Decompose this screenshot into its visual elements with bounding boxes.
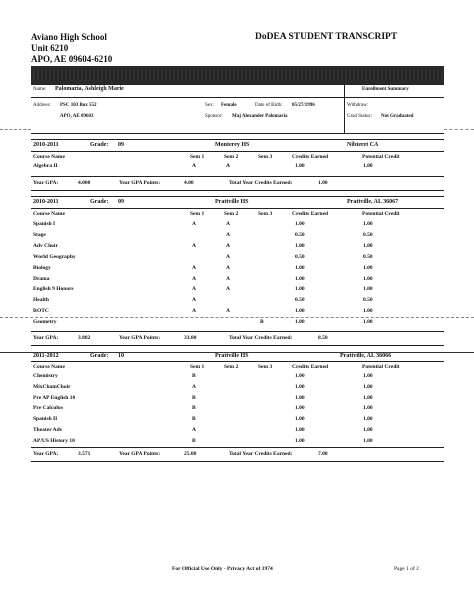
sem2-grade: A [226, 286, 230, 293]
potential-credit: 1.00 [363, 427, 373, 433]
section-year: 2010-2011 [33, 199, 59, 205]
sem1-grade: B [192, 437, 196, 444]
credits-earned: 1.00 [295, 242, 305, 249]
course-name: AP/US History 10 [33, 437, 75, 444]
sem2-grade: A [226, 253, 230, 260]
grad-status-value: Not Graduated [381, 114, 414, 119]
col-sem1: Sem 1 [190, 154, 205, 160]
year-gpa-points-value: 25.00 [184, 451, 197, 457]
student-name: Palomaria, Ashleigh Marie [55, 86, 124, 92]
dob-label: Date of Birth: [255, 103, 283, 108]
sex-value: Female [221, 103, 237, 108]
grad-status-label: Grad Status: [347, 114, 372, 119]
potential-credit: 1.00 [363, 308, 373, 315]
col-course-name: Course Name [33, 364, 65, 370]
credits-earned: 1.00 [295, 221, 305, 227]
course-name: Algebra II [33, 163, 58, 169]
col-credits-earned: Credits Earned [292, 364, 329, 370]
sem1-grade: A [192, 308, 196, 315]
year-gpa-points-label: Year GPA Points: [119, 335, 161, 341]
grade-value: 09 [118, 199, 124, 205]
year-gpa-value: 4.000 [78, 180, 91, 186]
section-year: 2011-2012 [33, 353, 59, 359]
course-name: Pre AP English 10 [33, 394, 76, 401]
sex-label: Sex: [205, 103, 214, 108]
divider [31, 133, 444, 134]
sem1-grade: A [192, 427, 196, 433]
year-gpa-value: 3.571 [78, 451, 91, 457]
course-name: Chemistry [33, 373, 58, 379]
sem1-grade: B [192, 405, 196, 412]
course-name: World Geography [33, 253, 76, 260]
year-gpa-points-label: Year GPA Points: [119, 451, 161, 457]
potential-credit: 1.00 [363, 383, 373, 390]
total-credits-value: 8.50 [318, 335, 328, 341]
credits-earned: 0.50 [295, 253, 305, 260]
sem1-grade: A [192, 297, 196, 304]
divider [31, 331, 444, 332]
sponsor-value: Maj Alexander Palomaria [232, 114, 288, 119]
course-name: Spanish I [33, 221, 56, 227]
course-name: Pre Calculus [33, 405, 63, 412]
sem1-grade: A [192, 286, 196, 293]
potential-credit: 1.00 [363, 394, 373, 401]
credits-earned: 1.00 [295, 383, 305, 390]
sem2-grade: A [226, 163, 230, 169]
course-name: English 9 Honors [33, 286, 74, 293]
col-potential-credit: Potential Credit [362, 211, 400, 217]
section-location: Prattville, AL 36067 [347, 199, 399, 205]
credits-earned: 1.00 [295, 373, 305, 379]
scan-artifact [0, 129, 31, 130]
document-title: DoDEA STUDENT TRANSCRIPT [255, 32, 398, 42]
course-name: MixChamChoir [33, 383, 71, 390]
col-potential-credit: Potential Credit [362, 364, 400, 370]
divider [31, 447, 444, 448]
school-name: Aviano High School [31, 32, 107, 42]
potential-credit: 1.00 [363, 221, 373, 227]
address-label: Address: [33, 103, 51, 108]
potential-credit: 1.00 [363, 264, 373, 271]
section-school: Prattville HS [215, 353, 249, 359]
withdraw-label: Withdraw: [347, 103, 369, 108]
sem2-grade: A [226, 275, 230, 282]
year-gpa-value: 3.882 [78, 335, 91, 341]
col-course-name: Course Name [33, 154, 65, 160]
section-school: Monterey HS [215, 142, 250, 148]
course-name: Spanish II [33, 416, 58, 423]
credits-earned: 1.00 [295, 416, 305, 423]
year-gpa-label: Year GPA: [33, 335, 59, 341]
year-gpa-points-value: 4.00 [184, 180, 194, 186]
total-credits-value: 7.00 [318, 451, 328, 457]
course-name: Adv Choir [33, 242, 58, 249]
address-line1: PSC 103 Box 552 [60, 103, 97, 108]
sem1-grade: B [192, 373, 196, 379]
sem1-grade: A [192, 221, 196, 227]
year-gpa-label: Year GPA: [33, 180, 59, 186]
divider [31, 196, 444, 197]
divider [31, 345, 444, 346]
col-sem2: Sem 2 [224, 211, 239, 217]
credits-earned: 1.00 [295, 319, 305, 326]
dob-value: 05/27/1996 [292, 103, 315, 108]
section-school: Prattville HS [215, 199, 249, 205]
grade-value: 09 [118, 142, 124, 148]
divider [31, 84, 444, 85]
potential-credit: 0.50 [363, 253, 373, 260]
credits-earned: 1.00 [295, 437, 305, 444]
year-gpa-points-value: 33.00 [184, 335, 197, 341]
course-name: Drama [33, 275, 50, 282]
credits-earned: 1.00 [295, 308, 305, 315]
total-credits-label: Total Year Credits Earned: [229, 451, 293, 457]
sem2-grade: A [226, 231, 230, 238]
sem2-grade: A [226, 308, 230, 315]
course-name: Geometry [33, 319, 57, 326]
sem1-grade: A [192, 264, 196, 271]
scan-artifact [0, 317, 474, 318]
potential-credit: 0.50 [363, 297, 373, 304]
col-sem3: Sem 3 [258, 154, 273, 160]
divider [344, 84, 345, 133]
section-location: Nibteret CA [347, 142, 379, 148]
col-sem2: Sem 2 [224, 364, 239, 370]
col-sem1: Sem 1 [190, 211, 205, 217]
divider [31, 190, 444, 191]
sem2-grade: A [226, 242, 230, 249]
credits-earned: 1.00 [295, 405, 305, 412]
sem1-grade: A [192, 242, 196, 249]
grade-label: Grade: [90, 142, 109, 148]
credits-earned: 1.00 [295, 286, 305, 293]
col-sem1: Sem 1 [190, 364, 205, 370]
divider [31, 361, 444, 362]
potential-credit: 1.00 [363, 286, 373, 293]
divider [31, 208, 444, 209]
potential-credit: 1.00 [363, 319, 373, 326]
credits-earned: 0.50 [295, 297, 305, 304]
course-name: Theater Adv [33, 427, 63, 433]
grade-label: Grade: [90, 199, 109, 205]
credits-earned: 1.00 [295, 427, 305, 433]
section-location: Prattville, AL 36066 [340, 353, 392, 359]
total-credits-label: Total Year Credits Earned: [229, 180, 293, 186]
redacted-bar [31, 66, 444, 84]
enrollment-summary-label: Enrollment Summary [362, 87, 409, 92]
col-sem3: Sem 3 [258, 364, 273, 370]
sem2-grade: A [226, 221, 230, 227]
col-sem3: Sem 3 [258, 211, 273, 217]
col-potential-credit: Potential Credit [362, 154, 400, 160]
potential-credit: 1.00 [363, 163, 373, 169]
credits-earned: 1.00 [295, 275, 305, 282]
sem1-grade: B [192, 394, 196, 401]
total-credits-label: Total Year Credits Earned: [229, 335, 293, 341]
divider [31, 461, 444, 462]
name-label: Name: [33, 87, 47, 92]
credits-earned: 0.50 [295, 231, 305, 238]
year-gpa-points-label: Year GPA Points: [119, 180, 161, 186]
sem1-grade: B [192, 416, 196, 423]
col-credits-earned: Credits Earned [292, 211, 329, 217]
scan-artifact [444, 129, 474, 130]
sem1-grade: A [192, 383, 196, 390]
credits-earned: 1.00 [295, 264, 305, 271]
course-name: Health [33, 297, 49, 304]
potential-credit: 1.00 [363, 242, 373, 249]
credits-earned: 1.00 [295, 163, 305, 169]
sem1-grade: A [192, 275, 196, 282]
potential-credit: 1.00 [363, 405, 373, 412]
course-name: Stage [33, 231, 46, 238]
credits-earned: 1.00 [295, 394, 305, 401]
grade-label: Grade: [90, 353, 109, 359]
potential-credit: 1.00 [363, 416, 373, 423]
potential-credit: 1.00 [363, 275, 373, 282]
privacy-notice: For Official Use Only - Privacy Act of 1974 [172, 566, 273, 572]
divider [31, 151, 444, 152]
course-name: ROTC [33, 308, 49, 315]
potential-credit: 0.50 [363, 231, 373, 238]
potential-credit: 1.00 [363, 373, 373, 379]
potential-credit: 1.00 [363, 437, 373, 444]
address-line2: APO, AE 09603 [60, 114, 94, 119]
col-sem2: Sem 2 [224, 154, 239, 160]
school-apo: APO, AE 09604-6210 [31, 54, 113, 64]
col-credits-earned: Credits Earned [292, 154, 329, 160]
year-gpa-label: Year GPA: [33, 451, 59, 457]
divider [31, 97, 444, 98]
col-course-name: Course Name [33, 211, 65, 217]
section-year: 2010-2011 [33, 142, 59, 148]
course-name: Biology [33, 264, 51, 271]
sem3-grade: B [260, 319, 264, 326]
total-credits-value: 1.00 [318, 180, 328, 186]
grade-value: 10 [118, 353, 124, 359]
school-unit: Unit 6210 [31, 43, 69, 53]
divider [31, 176, 444, 177]
sponsor-label: Sponsor: [205, 114, 223, 119]
sem1-grade: A [192, 163, 196, 169]
page-number: Page 1 of 2 [394, 566, 419, 572]
sem2-grade: A [226, 264, 230, 271]
divider [31, 139, 444, 140]
